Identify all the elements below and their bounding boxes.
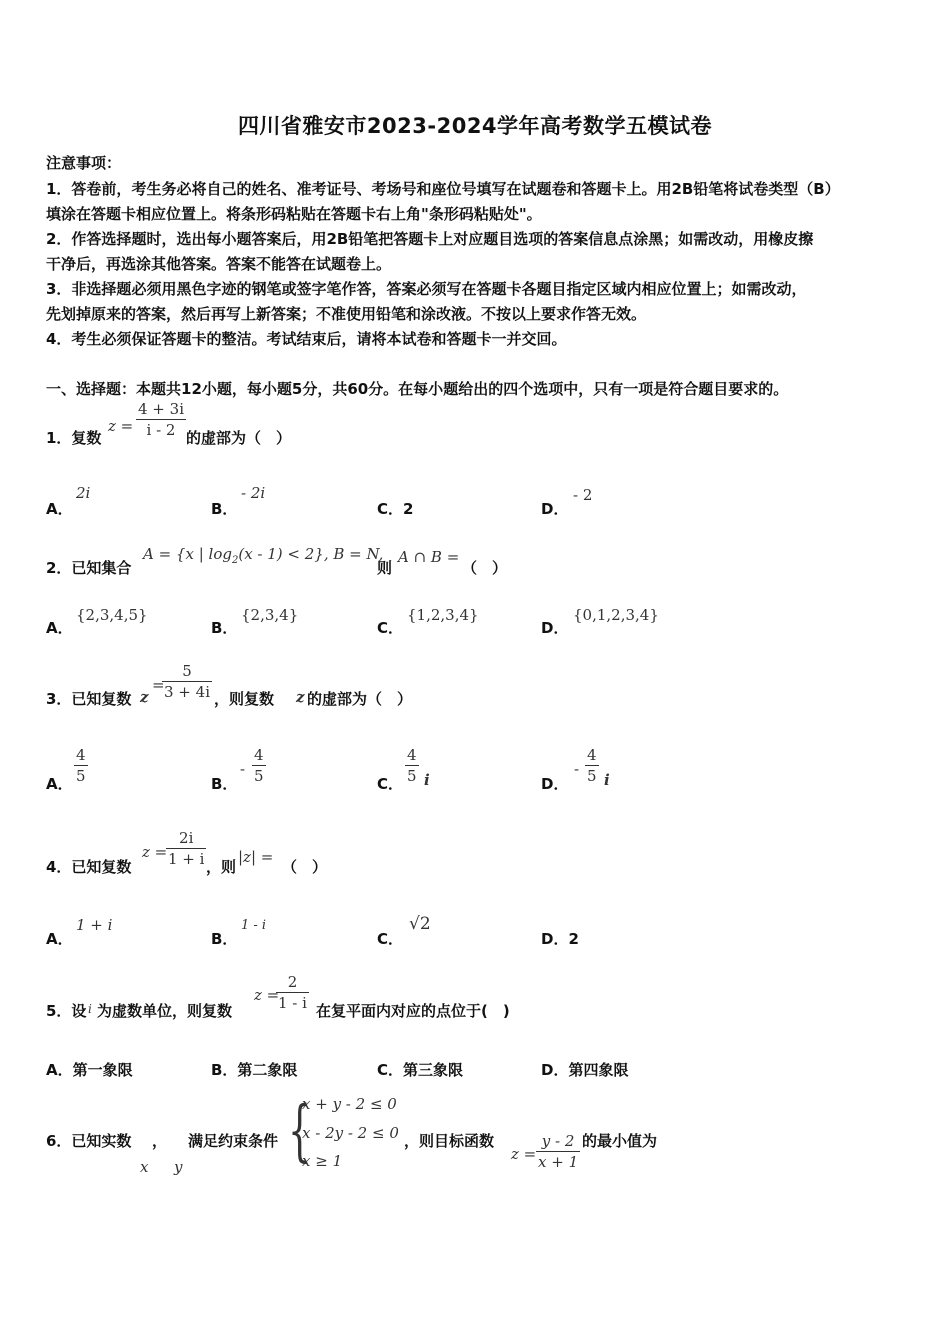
q3-option-a: A． xyxy=(46,775,73,793)
q1-denominator: i - 2 xyxy=(146,421,176,439)
q1-z: z = xyxy=(108,417,134,435)
q6-constraint-1: x + y - 2 ≤ 0 xyxy=(302,1095,397,1113)
q4-z: z = xyxy=(142,843,168,861)
q4-option-a: A． xyxy=(46,930,73,948)
q4-abs: |z| = xyxy=(238,848,274,866)
q3-option-d-i: i xyxy=(604,771,610,789)
section-heading: 一、选择题：本题共12小题，每小题5分，共60分。在每小题给出的四个选项中，只有一项是符合题目要求的。 xyxy=(46,380,789,398)
q3-tail: 的虚部为（ ） xyxy=(307,690,413,708)
q2-tail: （ ） xyxy=(462,559,508,577)
note-line-5: 3．非选择题必须用黑色字迹的钢笔或签字笔作答，答案必须写在答题卡各题目指定区域内相应位置上；如需改动， xyxy=(46,280,807,298)
q3-fraction: 5 3 + 4i xyxy=(164,662,210,701)
q3-middle: ，则复数 xyxy=(214,690,275,708)
q4-fraction: 2i 1 + i xyxy=(168,829,205,868)
q4-option-c: C． xyxy=(377,930,404,948)
note-line-4: 干净后，再选涂其他答案。答案不能答在试题卷上。 xyxy=(46,255,392,273)
q5-fraction: 2 1 - i xyxy=(278,973,307,1012)
q3-option-b: B． xyxy=(211,775,238,793)
q3-stem: 3．已知复数 xyxy=(46,690,132,708)
q3-option-d-value: 4 5 xyxy=(587,746,597,785)
q4-option-a-value: 1 + i xyxy=(76,916,113,934)
q6-y: y xyxy=(174,1158,183,1176)
q2-stem: 2．已知集合 xyxy=(46,559,132,577)
q5-option-b: B．第二象限 xyxy=(211,1061,298,1079)
q3-option-c-i: i xyxy=(424,771,430,789)
note-line-3: 2．作答选择题时，选出每小题答案后，用2B铅笔把答题卡上对应题目选项的答案信息点涂黑；如需改动，用橡皮擦 xyxy=(46,230,814,248)
q2-option-b: B． xyxy=(211,619,238,637)
q6-constraint-3: x ≥ 1 xyxy=(302,1152,343,1170)
q6-fraction: y - 2 x + 1 xyxy=(538,1132,579,1171)
q1-stem: 1．复数 xyxy=(46,429,102,447)
q2-option-a: A． xyxy=(46,619,73,637)
q1-option-c: C．2 xyxy=(377,500,414,518)
q6-system-brace: { xyxy=(288,1092,312,1169)
q5-tail: 在复平面内对应的点位于( ) xyxy=(316,1002,510,1020)
q2-option-d: D． xyxy=(541,619,569,637)
q5-i: i xyxy=(88,1002,92,1016)
q5-option-d: D．第四象限 xyxy=(541,1061,629,1079)
note-line-1: 1．答卷前，考生务必将自己的姓名、准考证号、考场号和座位号填写在试题卷和答题卡上。用2B铅笔将试卷类型（B） xyxy=(46,180,840,198)
q6-constraint-2: x - 2y - 2 ≤ 0 xyxy=(302,1124,399,1142)
q1-tail: 的虚部为（ ） xyxy=(186,429,292,447)
note-line-2: 填涂在答题卡相应位置上。将条形码粘贴在答题卡右上角"条形码粘贴处"。 xyxy=(46,205,542,223)
q4-then: ，则 xyxy=(206,858,237,876)
q3-option-c: C． xyxy=(377,775,404,793)
notes-heading: 注意事项： xyxy=(46,154,122,172)
q2-intersection: A ∩ B = xyxy=(398,548,460,566)
page-title: 四川省雅安市2023-2024学年高考数学五模试卷 xyxy=(237,114,713,138)
q6-stem: 6．已知实数 xyxy=(46,1132,132,1150)
q6-then: ，则目标函数 xyxy=(404,1132,495,1150)
q5-z: z = xyxy=(254,986,280,1004)
q3-equals: = xyxy=(152,676,165,694)
q1-option-d-value: - 2 xyxy=(573,486,593,504)
q1-option-a-value: 2i xyxy=(76,484,91,502)
q5-middle: 为虚数单位，则复数 xyxy=(97,1002,233,1020)
q4-option-c-value: √2 xyxy=(409,914,431,934)
q1-fraction xyxy=(136,399,186,440)
q2-option-d-value: {0,1,2,3,4} xyxy=(573,606,659,624)
q5-option-a: A．第一象限 xyxy=(46,1061,133,1079)
q3-option-d-sign: - xyxy=(574,760,580,778)
q3-z2: z xyxy=(296,688,305,706)
q3-option-d: D． xyxy=(541,775,569,793)
q2-set-a: A = {x | $\log_2(x - 1) < 2$}, B = N, xyxy=(143,545,384,566)
q3-option-b-value: 4 5 xyxy=(254,746,264,785)
q2-then: 则 xyxy=(377,559,393,577)
q3-option-b-sign: - xyxy=(240,760,246,778)
q5-stem: 5．设 xyxy=(46,1002,87,1020)
q1-option-b-value: - 2i xyxy=(241,484,266,502)
q4-stem: 4．已知复数 xyxy=(46,858,132,876)
q3-option-c-value: 4 5 xyxy=(407,746,417,785)
q6-middle: 满足约束条件 xyxy=(188,1132,279,1150)
q6-z: z = xyxy=(511,1145,537,1163)
note-line-6: 先划掉原来的答案，然后再写上新答案；不准使用铅笔和涂改液。不按以上要求作答无效。 xyxy=(46,305,647,323)
q2-option-a-value: {2,3,4,5} xyxy=(76,606,148,624)
q3-z: z xyxy=(140,688,149,706)
q6-comma: ， xyxy=(152,1132,168,1150)
q1-option-a: A． xyxy=(46,500,73,518)
q6-x: x xyxy=(140,1158,149,1176)
q2-option-c: C． xyxy=(377,619,404,637)
q4-option-d: D．2 xyxy=(541,930,579,948)
q1-option-d: D． xyxy=(541,500,569,518)
q4-tail: （ ） xyxy=(282,858,328,876)
q1-option-b: B． xyxy=(211,500,238,518)
q3-option-a-value: 4 5 xyxy=(76,746,86,785)
q2-option-b-value: {2,3,4} xyxy=(241,606,299,624)
q6-tail: 的最小值为 xyxy=(582,1132,658,1150)
q2-option-c-value: {1,2,3,4} xyxy=(407,606,479,624)
q1-numerator: 4 + 3i xyxy=(138,400,184,418)
note-line-7: 4．考生必须保证答题卡的整洁。考试结束后，请将本试卷和答题卡一并交回。 xyxy=(46,330,567,348)
q4-option-b: B． xyxy=(211,930,238,948)
q4-option-b-value: 1 - i xyxy=(241,918,267,933)
q5-option-c: C．第三象限 xyxy=(377,1061,464,1079)
